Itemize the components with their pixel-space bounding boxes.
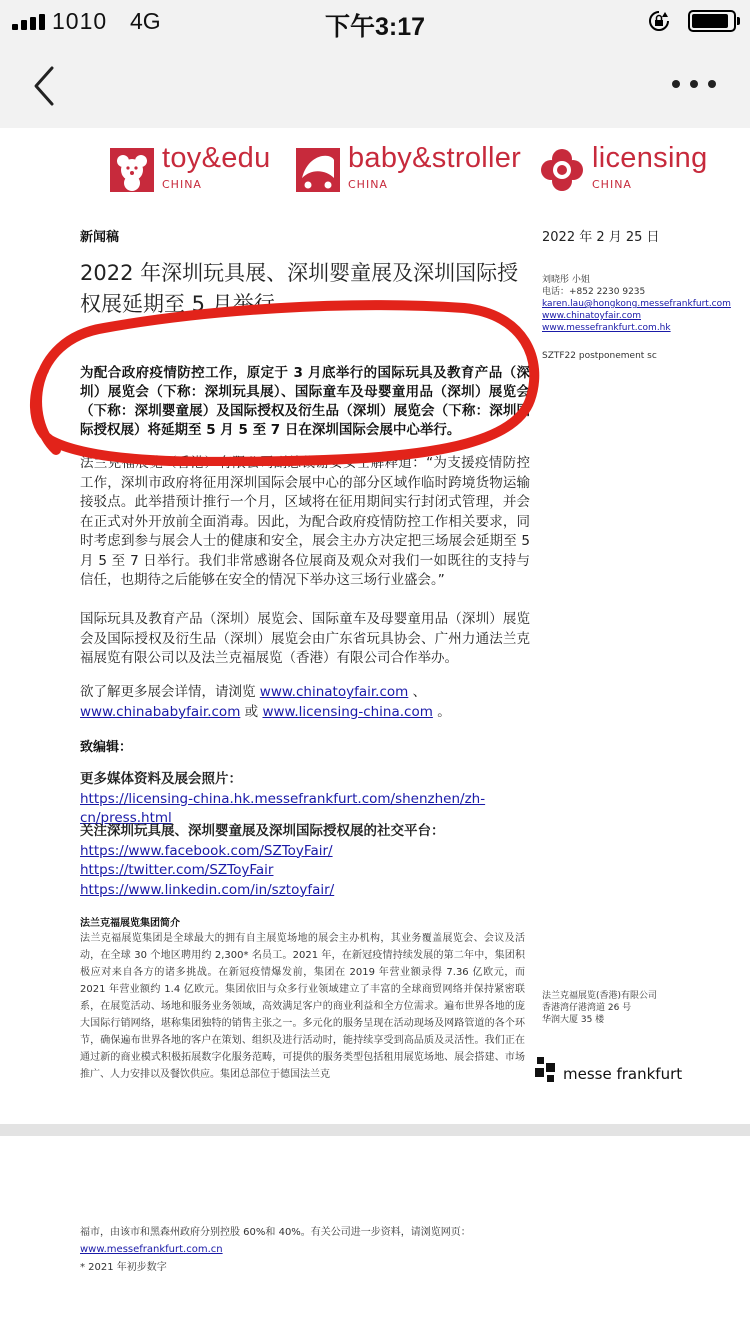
logo-sub: CHINA	[348, 178, 388, 191]
contact-web-link[interactable]: www.messefrankfurt.com.hk	[542, 323, 671, 333]
baby-stroller-logo	[296, 142, 522, 194]
status-bar	[0, 0, 750, 44]
logo-name: licensing	[592, 142, 708, 174]
logo-name: toy&edu	[162, 142, 271, 174]
contact-web-link[interactable]: www.chinatoyfair.com	[542, 311, 641, 321]
period: 。	[437, 703, 451, 720]
press-page-link[interactable]: https://licensing-china.hk.messefrankfurt.com/shenzhen/zh-cn/press.html	[80, 790, 486, 826]
babyfair-link[interactable]: www.chinababyfair.com	[80, 703, 241, 720]
company-address-line: 香港湾仔港湾道 26 号	[542, 1003, 632, 1013]
logo-name: baby&stroller	[348, 142, 522, 174]
contact-email-link[interactable]: karen.lau@hongkong.messefrankfurt.com	[542, 299, 731, 309]
teddy-bear-icon	[110, 148, 154, 192]
toy-edu-logo	[110, 142, 271, 194]
carrier-name: 1010	[52, 8, 108, 34]
release-date: 2022 年 2 月 25 日	[542, 230, 660, 245]
contact-phone: 电话：+852 2230 9235	[542, 287, 646, 297]
stroller-icon	[296, 148, 340, 192]
highlight-circle-annotation	[24, 300, 540, 466]
continuation-text: 福市，由该市和黑森州政府分别控股 60%和 40%。有关公司进一步资料，请浏览网页：	[80, 1227, 471, 1238]
or-text: 或	[244, 703, 259, 720]
network-type: 4G	[130, 8, 161, 34]
more-info-paragraph	[80, 683, 530, 722]
clock: 下午3:17	[324, 13, 426, 41]
social-label: 关注深圳玩具展、深圳婴童展及深圳国际授权展的社交平台：	[80, 823, 445, 839]
editor-label: 致编辑：	[80, 740, 133, 755]
flower-icon	[540, 148, 584, 192]
file-reference: SZTF22 postponement sc	[542, 351, 657, 361]
company-address	[542, 990, 722, 1026]
messefrankfurt-cn-link[interactable]: www.messefrankfurt.com.cn	[80, 1244, 223, 1255]
social-section	[80, 822, 530, 900]
organizers-paragraph: 国际玩具及教育产品（深圳）展览会、国际童车及母婴童用品（深圳）展览会及国际授权及衍生品（深圳）展览会由广东省玩具协会、广州力通法兰克福展览有限公司以及法兰克福展览（香港）有限公司合作举办。	[80, 611, 530, 666]
messe-frankfurt-name: messe frankfurt	[563, 1065, 683, 1083]
more-info-prefix: 欲了解更多展会详情，请浏览	[80, 684, 256, 700]
facebook-link[interactable]: https://www.facebook.com/SZToyFair/	[80, 842, 333, 859]
licensing-logo	[540, 142, 708, 194]
footnote: * 2021 年初步数字	[80, 1262, 167, 1273]
document-page-2	[0, 1136, 750, 1334]
rotation-lock-icon	[648, 10, 670, 32]
more-dots-icon[interactable]	[672, 78, 718, 92]
document-page	[0, 128, 750, 1124]
separator: 、	[412, 684, 427, 700]
media-label: 更多媒体资料及展会照片：	[80, 771, 242, 787]
quote-paragraph: 法兰克福展览（香港）有限公司副总裁谢安女士解释道：“为支援疫情防控工作，深圳市政府将征用深圳国际会展中心的部分区域作临时跨境货物运输接驳点。此举措预计推行一个月，区域将在征用期间实行封闭式管理，并会在正式对外开放前全面消毒。因此，为配合政府疫情防控工作相关要求，同时考虑到参与展会人士的健康和安全，展会主办方决定把三场展会延期至 5 月 5 至 7 日举行。我们非常感谢各位展商及观众对我们一如既往的支持与信任，也期待之后能够在安全的情况下举办这三场行业盛会。”	[80, 455, 530, 588]
logo-sub: CHINA	[592, 178, 632, 191]
battery-icon	[688, 10, 736, 32]
company-address-line: 华润大厦 35 楼	[542, 1015, 605, 1025]
logo-sub: CHINA	[162, 178, 202, 191]
toyfair-link[interactable]: www.chinatoyfair.com	[259, 684, 409, 700]
chevron-left-icon[interactable]	[30, 64, 60, 108]
page-title: 2022 年深圳玩具展、深圳婴童展及深圳国际授权展延期至 5 月举行	[80, 261, 519, 316]
nav-bar	[0, 44, 750, 128]
contact-name: 刘晓彤 小姐	[542, 275, 590, 285]
about-label: 法兰克福展览集团简介	[80, 918, 180, 929]
press-release-label: 新闻稿	[80, 230, 120, 245]
licensing-link[interactable]: www.licensing-china.com	[262, 703, 433, 720]
about-paragraph: 法兰克福展览集团是全球最大的拥有自主展览场地的展会主办机构，其业务覆盖展览会、会议及活动，在全球 30 个地区聘用约 2,300* 名员工。2021 年，在新冠疫情持续发展的第二年中，集团积极应对来自各方的诸多挑战。在新冠疫情爆发前，集团在 2019 年营业额录得 7.36 亿欧元，而 2021 年营业额约 1.4 亿欧元。集团依旧与众多行业领域建立了丰富的全球商贸网络并保持紧密联系，在展览活动、场地和服务业务领域，高效满足客户的商业利益和全方位需求。遍布世界各地的庞大国际行销网络，堪称集团独特的销售主张之一。多元化的服务呈现在活动现场及网路管道的各个环节，确保遍布世界各地的客户在策划、组织及进行活动时，能持续享受到高品质及灵活性。我们正在通过新的商业模式积极拓展数字化服务范畴，可提供的服务类型包括租用展览场地、展会搭建、市场推广、人力安排以及餐饮供应。集团总部位于德国法兰克	[80, 933, 525, 1080]
company-name: 法兰克福展览(香港)有限公司	[542, 991, 658, 1001]
messe-frankfurt-mark-icon	[535, 1057, 557, 1083]
lead-paragraph: 为配合政府疫情防控工作，原定于 3 月底举行的国际玩具及教育产品（深圳）展览会（下称：深圳玩具展）、国际童车及母婴童用品（深圳）展览会（下称：深圳婴童展）及国际授权及衍生品（深圳）展览会（下称：深圳国际授权展）将延期至 5 月 5 至 7 日在深圳国际会展中心举行。	[80, 365, 530, 438]
messe-frankfurt-logo	[535, 1055, 685, 1091]
contact-block	[542, 274, 742, 334]
media-section	[80, 770, 530, 829]
linkedin-link[interactable]: https://www.linkedin.com/in/sztoyfair/	[80, 881, 335, 898]
page-separator	[0, 1124, 750, 1136]
twitter-link[interactable]: https://twitter.com/SZToyFair	[80, 862, 274, 878]
